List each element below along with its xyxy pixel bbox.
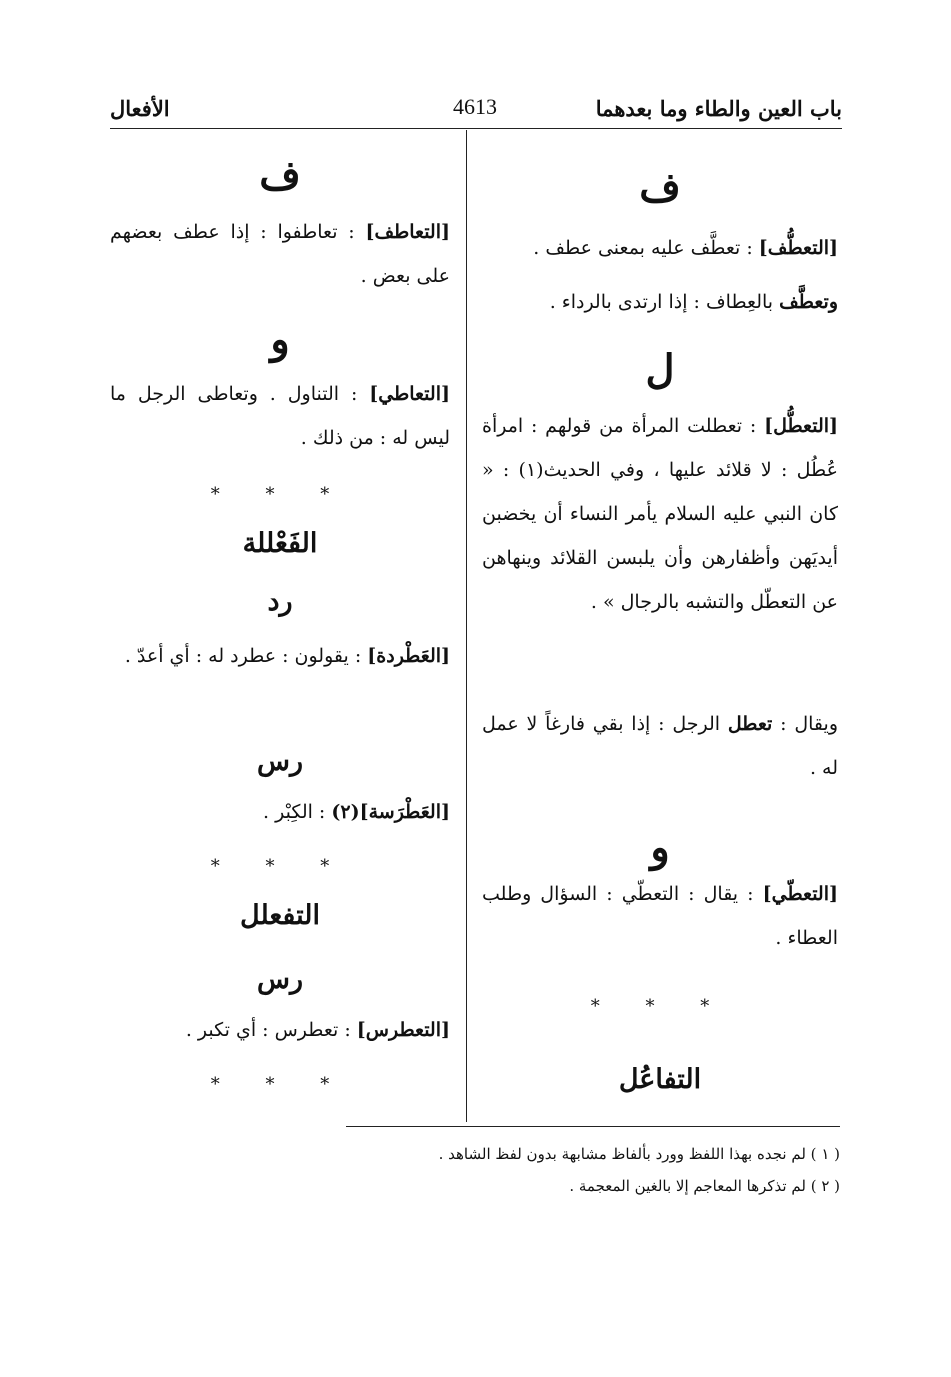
separator-stars: * * * [210, 484, 350, 505]
entry-term: وتعطَّف [779, 291, 838, 313]
letter-heading-waw: و [650, 824, 670, 871]
page-number: 4613 [453, 94, 497, 119]
footnote-1: ( ١ ) لم نجده بهذا اللفظ وورد بألفاظ مشابهة بدون لفظ الشاهد . [438, 1145, 840, 1163]
entry-text: : يقال : التعطّي : السؤال وطلب العطاء . [482, 883, 838, 949]
chapter-title: باب العين والطاء وما بعدهما [595, 96, 842, 121]
entry-term: [العَطْردة] [367, 645, 450, 667]
letter-heading-lam: ل [645, 346, 675, 393]
left-column [110, 130, 450, 1120]
entry-taattuf [482, 226, 838, 270]
separator-stars: * * * [590, 996, 730, 1017]
entry-term: [التعطرس] [356, 1019, 450, 1041]
entry-term: [التعاطي] [369, 383, 450, 405]
entry-taattuf-2 [482, 280, 838, 324]
entry-taatti [482, 872, 838, 960]
entry-text: : التناول . وتعاطى الرجل ما ليس له : من ذلك . [110, 383, 450, 449]
entry-text: : تعطرس : أي تكبر . [185, 1019, 351, 1041]
footnotes [346, 1138, 840, 1202]
entry-text: : الكِبْر . [263, 801, 326, 823]
section-heading-tafalul: التفعلل [240, 900, 320, 931]
separator-stars: * * * [210, 1074, 350, 1095]
entry-taati [110, 372, 450, 460]
entry-text: الرجل : إذا بقي فارغاً لا عمل له . [482, 713, 838, 779]
entry-term: [التعطّي] [762, 883, 838, 905]
entry-text: : تعطَّف عليه بمعنى عطف . [533, 237, 753, 259]
right-column [482, 130, 838, 1120]
entry-term: [العَطْرَسة](٢) [331, 801, 450, 823]
entry-text: : تعاطفوا : إذا عطف بعضهم على بعض . [110, 221, 450, 287]
entry-text: بالعِطاف : إذا ارتدى بالرداء . [549, 291, 774, 313]
section-heading-tafaul: التفاعُل [618, 1064, 702, 1095]
footnote-2: ( ٢ ) لم تذكرها المعاجم إلا بالغين المعجمة . [569, 1177, 840, 1195]
page-header [110, 92, 842, 129]
entry-term: [التعطُّف] [758, 237, 838, 259]
entry-prefix: ويقال : [780, 713, 838, 735]
entry-atrasa [110, 790, 450, 834]
section-title: الأفعال [110, 96, 170, 121]
root-heading-rs: رس [257, 964, 303, 995]
entry-text: : يقولون : عطرد له : أي أعدّ . [124, 645, 362, 667]
footnote-rule [346, 1126, 840, 1127]
entry-taatuf [110, 210, 450, 298]
entry-yuqal [482, 702, 838, 790]
letter-heading-fa: ف [259, 152, 301, 199]
letter-heading-fa: ف [639, 164, 681, 211]
entry-atrada [110, 634, 450, 678]
entry-taattul [482, 404, 838, 624]
root-heading-rd: رد [267, 586, 293, 617]
entry-term: تعطل [727, 713, 773, 735]
entry-term: [التعطُّل] [764, 415, 838, 437]
section-heading-falala: الفَعْللة [242, 528, 318, 559]
entry-taatrus [110, 1008, 450, 1052]
separator-stars: * * * [210, 856, 350, 877]
entry-text: : تعطلت المرأة من قولهم : امرأة عُطُل : لا قلائد عليها ، وفي الحديث(١) : « كان النبي عليه السلام يأمر النساء أن يخضبن أيديَهن وأظفارهن وأن يلبسن القلائد وينهاهن عن التعطّل والتشبه بالرجال » . [482, 415, 838, 613]
column-divider [466, 130, 467, 1122]
letter-heading-waw: و [270, 316, 290, 363]
root-heading-rs: رس [257, 746, 303, 777]
entry-term: [التعاطف] [365, 221, 450, 243]
